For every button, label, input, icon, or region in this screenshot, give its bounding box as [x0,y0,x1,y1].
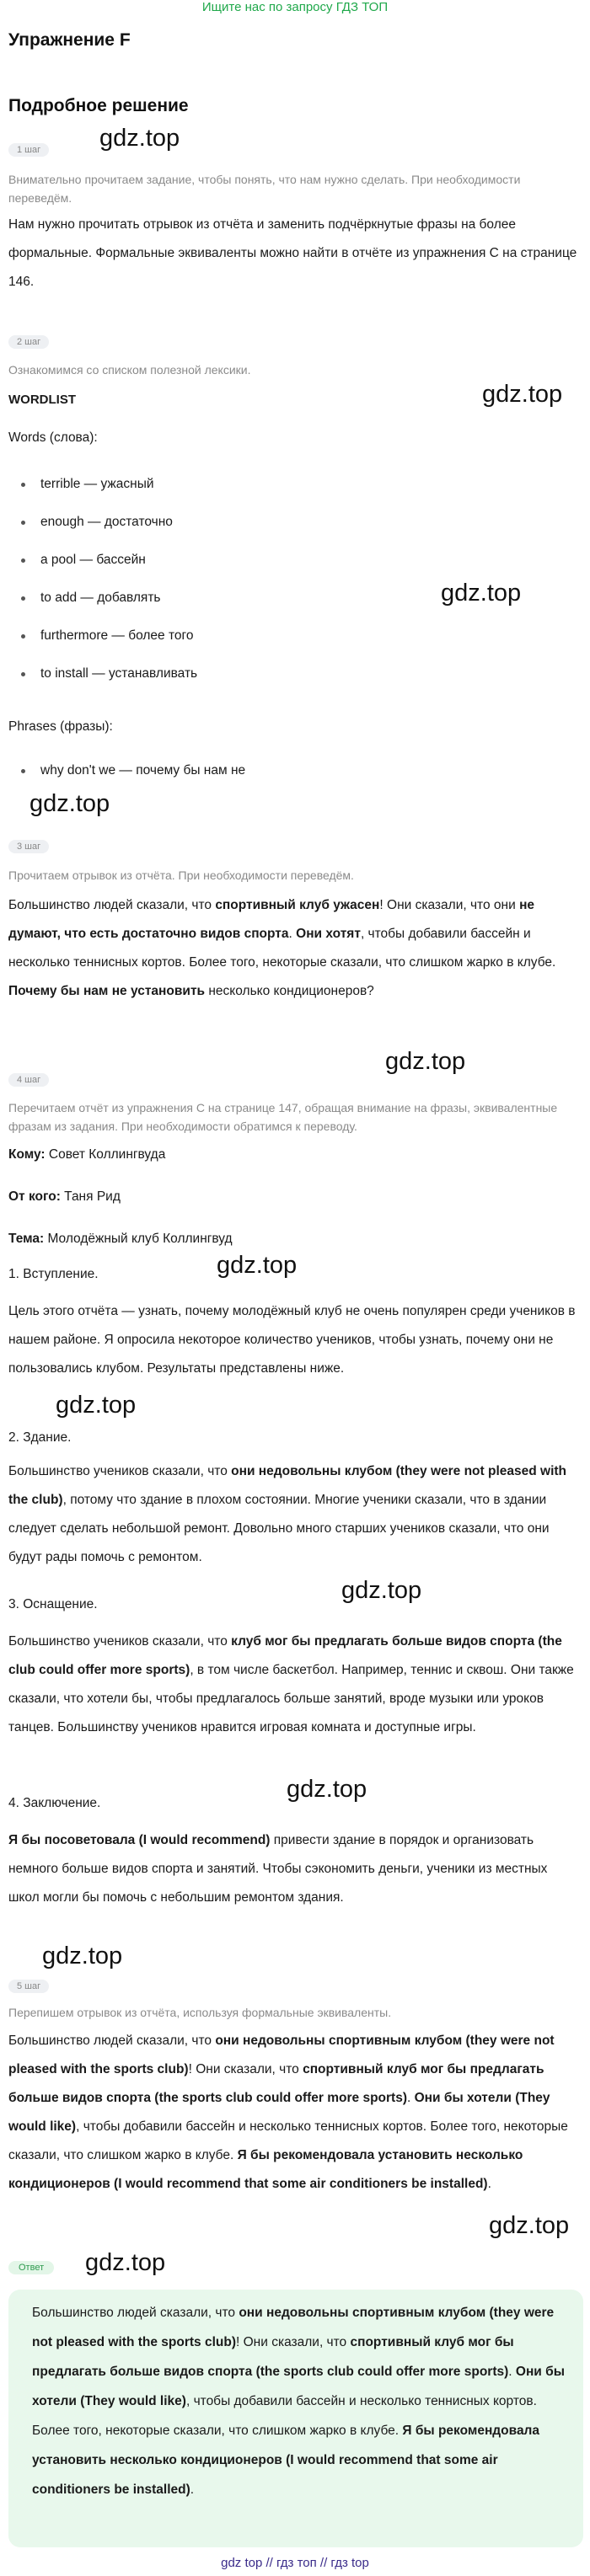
words-list [8,472,514,699]
step-badge: 1 шаг [8,143,49,157]
watermark: gdz.top [42,1943,123,1969]
list-item: a pool — бассейн [8,548,514,585]
phrases-label: Phrases (фразы): [8,719,113,734]
watermark: gdz.top [56,1392,137,1419]
step-badge: 4 шаг [8,1073,49,1087]
top-banner[interactable] [0,0,590,14]
list-item: terrible — ужасный [8,472,514,510]
report-topic: Тема: Молодёжный клуб Коллингвуд [8,1232,233,1246]
watermark: gdz.top [287,1776,367,1803]
words-label: Words (слова): [8,430,98,445]
watermark: gdz.top [341,1577,422,1604]
watermark: gdz.top [85,2249,166,2276]
section-text: Большинство учеников сказали, что они недовольны клубом (they were not pleased with the club), потому что здание в плохом состоянии. Многие ученики сказали, что в здании следует сделать небольшой ремонт. Довольно много старших учеников сказали, что они будут рады помочь с ремонтом. [8,1464,567,1564]
list-item: to add — добавлять [8,585,514,623]
step-hint: Прочитаем отрывок из отчёта. При необходимости переведём. [8,868,354,882]
watermark: gdz.top [30,790,110,817]
answer-box: Большинство людей сказали, что они недовольны спортивным клубом (they were not pleased with the sports club)! Они сказали, что спортивный клуб мог бы предлагать больше видов спорта (the sports club could offer more sports). Они бы хотели (They would like), чтобы добавили бассейн и несколько теннисных кортов. Более того, некоторые сказали, что слишком жарко в клубе. Я бы рекомендовала установить несколько кондиционеров (I would recommend that some air conditioners be installed). [8,2290,583,2547]
step-badge: 3 шаг [8,840,49,853]
section-title: 4. Заключение. [8,1796,101,1810]
report-excerpt: Большинство людей сказали, что спортивный клуб ужасен! Они сказали, что они не думают, что есть достаточно видов спорта. Они хотят, чтобы добавили бассейн и несколько теннисных кортов. Более того, некоторые сказали, что слишком жарко в клубе. Почему бы нам не установить несколько кондиционеров? [8,898,556,998]
solution-heading: Подробное решение [8,96,189,115]
watermark: gdz.top [482,381,563,408]
formal-rewrite: Большинство людей сказали, что они недовольны спортивным клубом (they were not pleased with the sports club)! Они сказали, что спортивный клуб мог бы предлагать больше видов спорта (the sports club could offer more sports). Они бы хотели (They would like), чтобы добавили бассейн и несколько теннисных кортов. Более того, некоторые сказали, что слишком жарко в клубе. Я бы рекомендовала установить несколько кондиционеров (I would recommend that some air conditioners be installed). [8,2034,568,2191]
section-title: 2. Здание. [8,1430,72,1445]
section-text: Цель этого отчёта — узнать, почему молодёжный клуб не очень популярен среди учеников в нашем районе. Я опросила некоторое количество учеников, чтобы узнать, почему они не пользовались клубом. Результаты представлены ниже. [8,1304,576,1376]
section-title: 1. Вступление. [8,1267,99,1281]
answer-badge: Ответ [8,2261,54,2274]
step-badge: 2 шаг [8,335,49,349]
step-text: Нам нужно прочитать отрывок из отчёта и заменить подчёркнутые фразы на более формальные. Формальные эквиваленты можно найти в отчёте из упражнения С на странице 146. [8,217,577,289]
step-hint: Внимательно прочитаем задание, чтобы понять, что нам нужно сделать. При необходимости переведём. [8,173,521,205]
list-item: furthermore — более того [8,623,514,661]
step-hint: Перепишем отрывок из отчёта, используя формальные эквиваленты. [8,2006,392,2019]
wordlist-title: WORDLIST [8,393,76,407]
section-text: Большинство учеников сказали, что клуб мог бы предлагать больше видов спорта (the club could offer more sports), в том числе баскетбол. Например, теннис и сквош. Они также сказали, что хотели бы, чтобы предлагалось больше занятий, вроде музыки или уроков танцев. Большинству учеников нравится игровая комната и доступные игры. [8,1634,574,1734]
section-title: 3. Оснащение. [8,1597,98,1611]
report-to: Кому: Совет Коллингвуда [8,1147,166,1162]
list-item: to install — устанавливать [8,661,514,699]
watermark: gdz.top [99,125,180,152]
watermark: gdz.top [441,580,522,607]
step-hint: Ознакомимся со списком полезной лексики. [8,363,251,377]
list-item: why don't we — почему бы нам не [8,758,514,796]
watermark: gdz.top [489,2212,570,2239]
list-item: enough — достаточно [8,510,514,548]
banner-link[interactable]: Ищите нас по запросу ГДЗ ТОП [201,0,389,14]
step-badge: 5 шаг [8,1980,49,1993]
footer-links[interactable]: gdz top // гдз топ // гдз top [221,2556,369,2570]
watermark: gdz.top [385,1048,466,1075]
page-title: Упражнение F [8,30,131,50]
step-hint: Перечитаем отчёт из упражнения С на странице 147, обращая внимание на фразы, эквивалентные фразам из задания. При необходимости обратимся к переводу. [8,1101,558,1133]
report-from: От кого: Таня Рид [8,1189,121,1204]
watermark: gdz.top [217,1252,298,1279]
section-text: Я бы посоветовала (I would recommend) привести здание в порядок и организовать немного больше видов спорта и занятий. Чтобы сэкономить деньги, ученики из местных школ могли бы помочь с небольшим ремонтом здания. [8,1833,548,1905]
